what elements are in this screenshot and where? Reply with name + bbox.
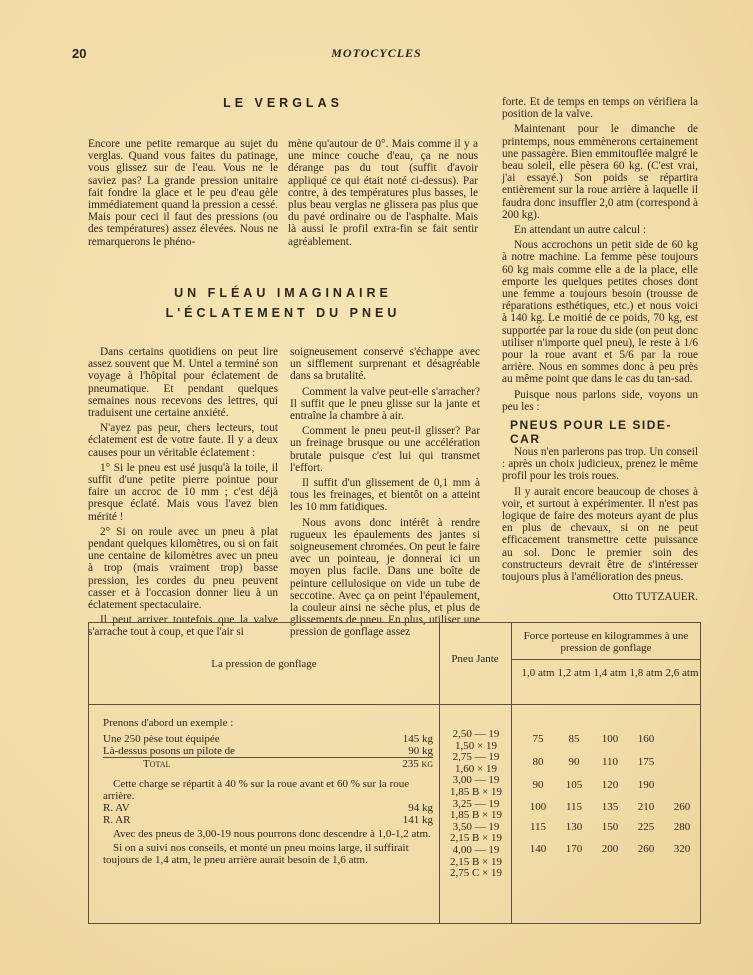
example-paragraph: Si on a suivi nos conseils, et monté un pneu moins large, il suffirait toujours de 1,4 atm, le pneu arrière aurait besoin de 1,6 atm. — [103, 842, 409, 866]
tyre-size: 2,15 B × 19 — [449, 832, 503, 845]
verglas-column-1 — [88, 138, 278, 251]
example-paragraph: Avec des pneus de 3,00-19 nous pourrons donc descendre à 1,0-1,2 atm. — [113, 828, 431, 840]
header-pressure: La pression de gonflage — [211, 658, 317, 670]
sidecar-column — [502, 446, 698, 606]
load-value: 115 — [529, 821, 547, 833]
example-line — [103, 814, 433, 826]
load-value: 75 — [532, 733, 544, 745]
tyre-size: 2,75 C × 19 — [449, 867, 503, 880]
tyre-list — [441, 729, 511, 880]
pressure-header: 1,0 atm — [521, 667, 555, 679]
tyre-size: 1,50 × 19 — [455, 739, 497, 752]
load-value: 280 — [673, 821, 691, 833]
pressure-header: 1,8 atm — [629, 667, 663, 679]
line-label: R. AR — [103, 814, 131, 826]
pressure-table — [88, 622, 701, 924]
table-divider — [511, 623, 512, 923]
paragraph: N'ayez pas peur, chers lecteurs, tout éclatement est de votre faute. Il y a deux causes pour un véritable éclatement : — [88, 422, 278, 459]
paragraph: Dans certains quotidiens on peut lire assez souvent que M. Untel a terminé son voyage à l'hôpital pour éclatement de pneumatique. Et pendant quelques semaines nous recevons des lettres, qui traduisent une certaine anxiété. — [88, 346, 278, 420]
pressure-header: 1,2 atm — [557, 667, 591, 679]
load-value: 115 — [565, 801, 583, 813]
load-value: 80 — [532, 756, 544, 768]
table-divider — [512, 659, 700, 660]
load-value: 160 — [637, 733, 655, 745]
paragraph: 1° Si le pneu est usé jusqu'à la toile, il suffit d'une petite pierre pointue pour faire un accroc de 10 mm ; c'est déjà presque éclaté. Mais vous l'avez bien mérité ! — [88, 461, 278, 523]
tyre-size: 1,85 B × 19 — [449, 785, 503, 798]
load-value: 210 — [637, 801, 655, 813]
header-force: Force porteuse en kilogrammes à une pression de gonflage — [523, 630, 689, 654]
paragraph: Nous accrochons un petit side de 60 kg à notre machine. La femme pèse toujours 60 kg mais comme elle a de la place, elle emporte les quelques petites choses dont une femme a toujours besoin (trousse de réparations esthétiques, etc.) et nous voici à 140 kg. Le moitié de ce poids, 70 kg, est supportée par la roue du side (on peut donc utiliser n'importe quel pneu), le reste à 1/6 pour la roue avant et 5/6 par la roue arrière. Nous en sommes donc à peu près au même point que dans le cas du tan-sad. — [502, 239, 698, 386]
tyre-size: 3,25 — 19 — [452, 797, 500, 810]
paragraph: Encore une petite remarque au sujet du verglas. Quand vous faites du patinage, vous glissez sur de l'eau. Vous ne le saviez pas? La grande pression unitaire fait fondre la glace et le peu d'eau gèle immédiatement quand la pression a cessé. Mais pour ceci il faut des pressions (ou des températures) assez élevées. Nous ne remarquerons le phéno- — [88, 138, 278, 248]
column-3-top — [502, 96, 698, 416]
paragraph: Maintenant pour le dimanche de printemps, nous emmènerons certainement une passagère. Bien emmitouflée malgré le beau soleil, elle pèsera 60 kg. (C'est vrai, j'ai essayé.) Son poids se répartira entièrement sur la roue arrière à laquelle il faudra donc insuffler 2,0 atm (correspond à 200 kg). — [502, 123, 698, 221]
paragraph: soigneusement conservé s'échappe avec un sifflement surprenant et désagréable dans sa brutalité. — [290, 346, 480, 383]
paragraph: Nous avons donc intérêt à rendre rugueux les épaulements des jantes si soigneusement chromées. On peut le faire avec un pointeau, je donnerai ici un moyen plus facile. Dans une boîte de peinture cellulosique on vide un tube de seccotine. Avec ça on peint l'épaulement, la couleur ainsi ne sèche plus, et plus de glissements de pneu. En plus, utiliser une pression de gonflage assez — [290, 516, 480, 639]
header-tyre: Pneu Jante — [451, 653, 499, 665]
paragraph: Puisque nous parlons side, voyons un peu les : — [502, 388, 698, 413]
line-value: 141 kg — [402, 814, 433, 826]
load-value: 105 — [565, 779, 583, 791]
verglas-column-2 — [288, 138, 478, 251]
load-value: 90 — [568, 756, 580, 768]
line-label: R. AV — [103, 802, 130, 814]
section-title-sidecar: PNEUS POUR LE SIDE-CAR — [510, 418, 672, 446]
load-value: 100 — [601, 733, 619, 745]
paragraph: Comment le pneu peut-il glisser? Par un freinage brusque ou une accélération brutale puisque c'est lui qui transmet l'effort. — [290, 425, 480, 474]
load-value: 200 — [601, 843, 619, 855]
fleau-column-2 — [290, 346, 480, 642]
load-value: 225 — [637, 821, 655, 833]
table-divider — [89, 704, 700, 705]
line-value: 90 kg — [408, 745, 433, 757]
line-label: Une 250 pèse tout équipée — [103, 733, 220, 745]
paragraph: 2° Si on roule avec un pneu à plat pendant quelques kilomètres, ou si on fait une centaine de kilomètres avec un pneu à trop (mais vraiment trop) basse pression, les cordes du pneu peuvent casser et à l'occasion donner lieu à un éclatement spectaculaire. — [88, 525, 278, 612]
paragraph: forte. Et de temps en temps on vérifiera la position de la valve. — [502, 96, 698, 121]
total-label: Total — [143, 758, 171, 770]
load-value: 135 — [601, 801, 619, 813]
tyre-size: 2,75 — 19 — [452, 751, 500, 764]
line-value: 94 kg — [408, 802, 433, 814]
example-line — [103, 733, 433, 745]
load-value: 130 — [565, 821, 583, 833]
example-line — [103, 802, 433, 814]
fleau-column-1 — [88, 346, 278, 642]
paragraph: Il peut arriver toutefois que la valve s'arrache tout à coup, et que l'air si — [88, 614, 278, 639]
example-block — [103, 717, 433, 866]
paragraph: mène qu'autour de 0°. Mais comme il y a une mince couche d'eau, ça ne nous dérange pas du tout (suffit d'avoir appliqué ce qui était noté ci-dessus). Par contre, à des températures plus basses, le plus beau verglas ne glissera pas plus que du pavé ordinaire ou de l'asphalte. Mais là aussi le profil extra-fin se fait sentir agréablement. — [288, 138, 478, 248]
section-title-verglas: LE VERGLAS — [223, 96, 343, 110]
load-value: 260 — [637, 843, 655, 855]
tyre-size: 2,50 — 19 — [452, 728, 500, 740]
pressure-header: 1,4 atm — [593, 667, 627, 679]
example-line — [103, 745, 433, 757]
load-value: 85 — [568, 733, 580, 745]
line-value: 145 kg — [402, 733, 433, 745]
load-value: 150 — [601, 821, 619, 833]
tyre-size: 3,50 — 19 — [452, 820, 500, 833]
paragraph: Il y aurait encore beaucoup de choses à voir, et surtout à expérimenter. Il n'est pas logique de faire des moteurs ayant de plus en plus de chevaux, si on ne peut efficacement transmettre cette puissance au sol. Donc le premier soin des constructeurs devrait être de s'intéresser toujours plus à l'amélioration des pneus. — [502, 485, 698, 584]
paragraph: Nous n'en parlerons pas trop. Un conseil : après un choix judicieux, prenez le même profil pour les trois roues. — [502, 446, 698, 483]
paragraph: Comment la valve peut-elle s'arracher? Il suffit que le pneu glisse sur la jante et entraîne la chambre à air. — [290, 385, 480, 423]
author-signature: Otto TUTZAUER. — [612, 591, 698, 604]
total-value: 235 kg — [402, 758, 433, 770]
section-title-fleau: UN FLÉAU IMAGINAIRE — [174, 286, 392, 300]
page-number: 20 — [72, 46, 87, 61]
load-value: 120 — [601, 779, 619, 791]
charge-text: Cette charge se répartit à 40 % sur la roue avant et 60 % sur la roue arrière. — [103, 778, 410, 802]
running-head: MOTOCYCLES — [331, 46, 422, 60]
pressure-header: 2,6 atm — [665, 667, 699, 679]
paragraph: En attendant un autre calcul : — [514, 224, 647, 237]
load-value: 110 — [601, 756, 619, 768]
example-total — [103, 757, 433, 770]
load-value: 100 — [529, 801, 547, 813]
load-value: 140 — [529, 843, 547, 855]
example-intro: Prenons d'abord un exemple : — [103, 717, 234, 729]
section-subtitle-eclatement: L'ÉCLATEMENT DU PNEU — [165, 306, 401, 320]
tyre-size: 1,60 × 19 — [455, 762, 497, 775]
table-divider — [439, 623, 440, 923]
load-value: 170 — [565, 843, 583, 855]
load-value: 175 — [637, 756, 655, 768]
tyre-size: 2,15 B × 19 — [449, 855, 503, 868]
load-value: 260 — [673, 801, 691, 813]
tyre-size: 3,00 — 19 — [452, 774, 500, 787]
line-label: Là-dessus posons un pilote de — [103, 745, 235, 757]
load-value: 190 — [637, 779, 655, 791]
tyre-size: 4,00 — 19 — [452, 843, 500, 856]
load-value: 90 — [532, 779, 544, 791]
tyre-size: 1,85 B × 19 — [449, 809, 503, 822]
load-value: 320 — [673, 843, 691, 855]
paragraph: Il suffit d'un glissement de 0,1 mm à tous les freinages, et bientôt on a atteint les 10 mm fatidiques. — [290, 477, 480, 514]
